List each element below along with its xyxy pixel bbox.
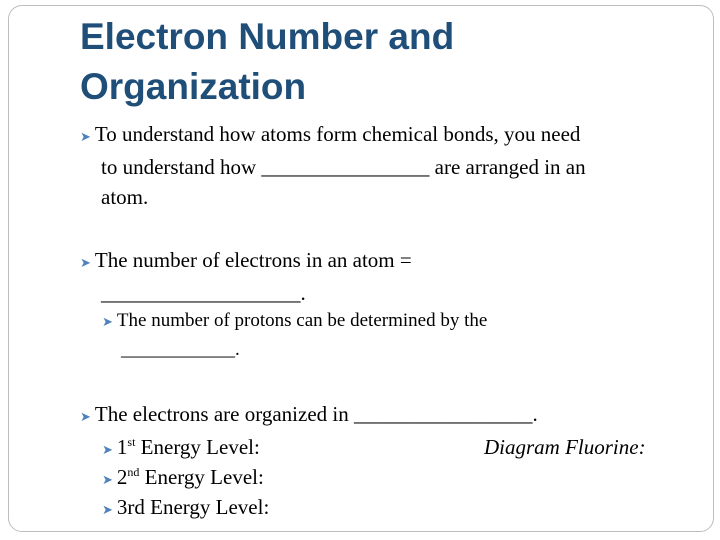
level-suffix: st <box>127 435 136 449</box>
bullet-atoms-bonds <box>80 119 680 212</box>
bullet-line: ____________. <box>121 339 240 360</box>
level-suffix: nd <box>127 465 140 479</box>
bullet-line: The number of protons can be determined by the <box>116 310 488 331</box>
arrow-bullet-icon: ➤ <box>102 314 113 329</box>
sub-bullet-protons <box>102 307 662 364</box>
bullet-line: The number of electrons in an atom = <box>94 248 412 272</box>
level-number: 2 <box>116 465 128 489</box>
slide-title <box>80 12 640 112</box>
diagram-fluorine-label: Diagram Fluorine: <box>484 435 646 459</box>
energy-level-1 <box>102 432 260 465</box>
bullet-line: ___________________. <box>101 281 306 305</box>
bullet-line: atom. <box>101 185 149 209</box>
bullet-line: To understand how atoms form chemical bonds, you need <box>94 122 581 146</box>
level-number: 1 <box>116 435 128 459</box>
bullet-electron-organization <box>80 399 680 432</box>
arrow-bullet-icon: ➤ <box>102 502 113 517</box>
arrow-bullet-icon: ➤ <box>102 442 113 457</box>
bullet-line: The electrons are organized in _________________. <box>94 402 538 426</box>
bullet-electron-count <box>80 245 680 308</box>
energy-level-3 <box>102 492 269 525</box>
title-line-2: Organization <box>80 66 307 107</box>
arrow-bullet-icon: ➤ <box>80 129 91 144</box>
arrow-bullet-icon: ➤ <box>102 472 113 487</box>
level-label: Energy Level: <box>135 435 260 459</box>
arrow-bullet-icon: ➤ <box>80 255 91 270</box>
bullet-line: to understand how ________________ are arranged in an <box>101 155 586 179</box>
level-label: 3rd Energy Level: <box>116 495 270 519</box>
level-label: Energy Level: <box>139 465 264 489</box>
energy-level-2 <box>102 462 264 495</box>
title-line-1: Electron Number and <box>80 16 455 57</box>
arrow-bullet-icon: ➤ <box>80 409 91 424</box>
